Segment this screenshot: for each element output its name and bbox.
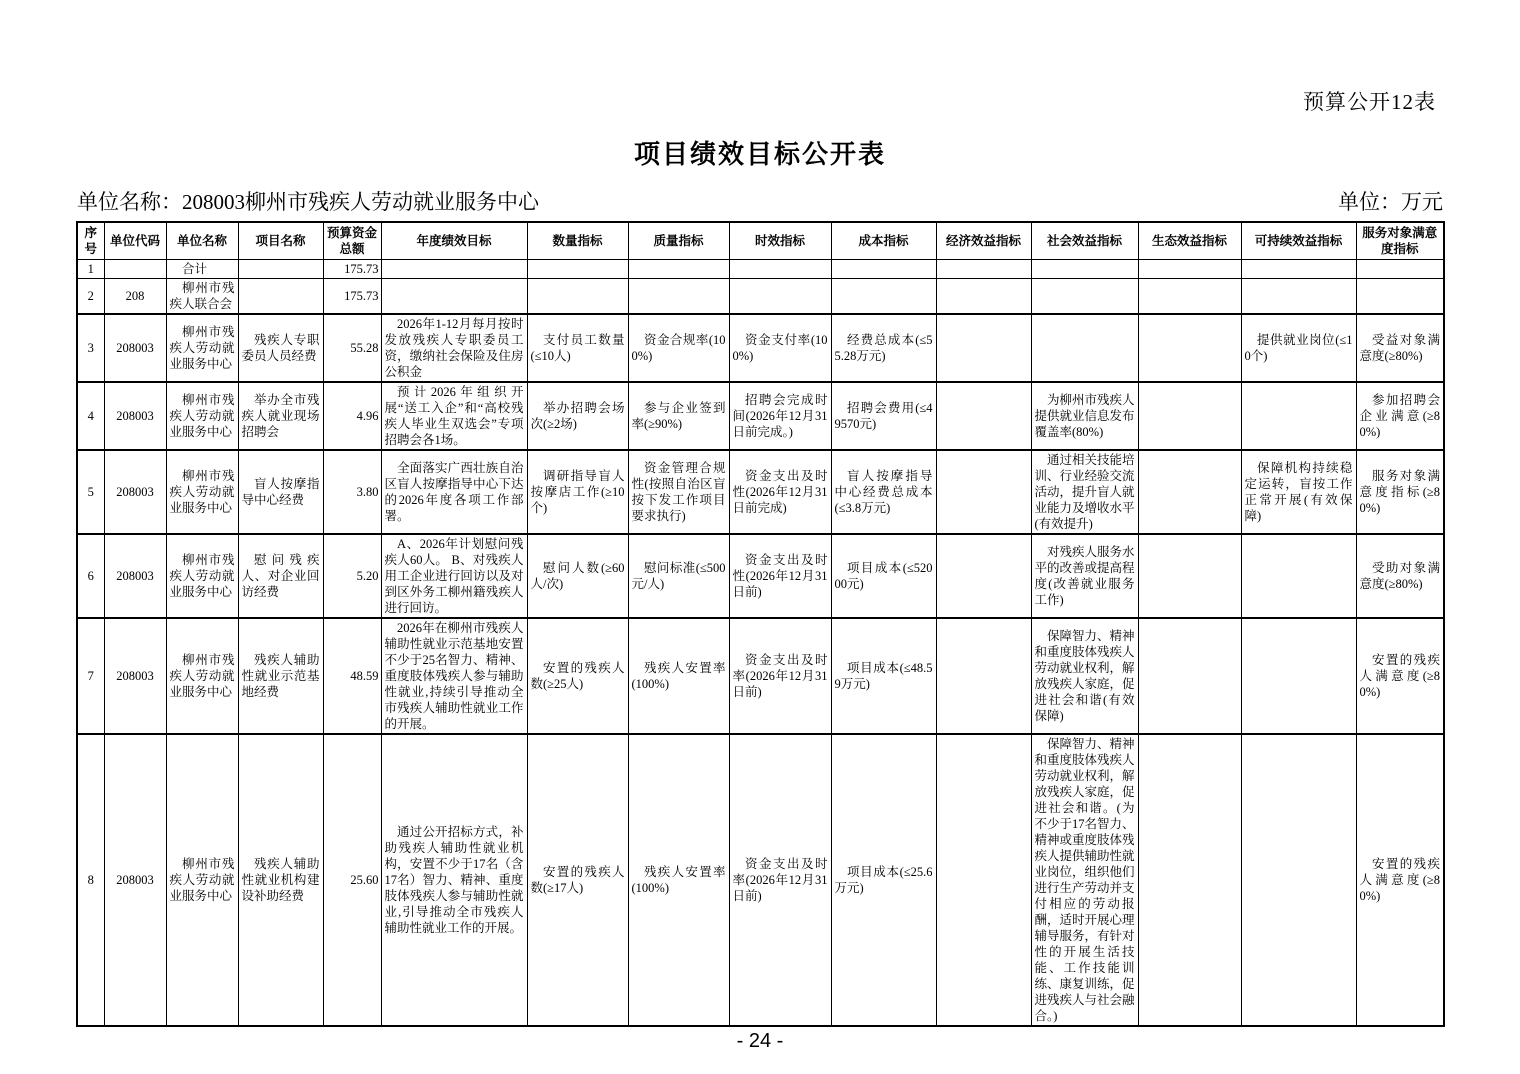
cell-r4-c9: 招聘会费用(≤49570元) bbox=[831, 382, 936, 450]
cell-r3-c2: 柳州市残疾人劳动就业服务中心 bbox=[166, 314, 238, 382]
column-header-13: 可持续效益指标 bbox=[1241, 222, 1356, 260]
cell-r6-c13 bbox=[1241, 534, 1356, 618]
cell-r8-c10 bbox=[936, 734, 1031, 1026]
cell-r6-c1: 208003 bbox=[104, 534, 166, 618]
cell-r2-c6 bbox=[527, 279, 628, 315]
cell-r7-c3: 残疾人辅助性就业示范基地经费 bbox=[238, 618, 323, 734]
cell-r8-c7: 残疾人安置率(100%) bbox=[628, 734, 729, 1026]
column-header-3: 项目名称 bbox=[238, 222, 323, 260]
performance-target-table bbox=[76, 221, 1445, 1027]
cell-r1-c7 bbox=[628, 260, 729, 279]
table-row-4 bbox=[77, 382, 1444, 450]
column-header-7: 质量指标 bbox=[628, 222, 729, 260]
cell-r3-c4: 55.28 bbox=[323, 314, 381, 382]
cell-r6-c4: 5.20 bbox=[323, 534, 381, 618]
table-row-8 bbox=[77, 734, 1444, 1026]
cell-r7-c6: 安置的残疾人数(≥25人) bbox=[527, 618, 628, 734]
cell-r2-c13 bbox=[1241, 279, 1356, 315]
cell-r2-c1: 208 bbox=[104, 279, 166, 315]
cell-r3-c9: 经费总成本(≤55.28万元) bbox=[831, 314, 936, 382]
column-header-14: 服务对象满意度指标 bbox=[1356, 222, 1444, 260]
cell-r8-c4: 25.60 bbox=[323, 734, 381, 1026]
cell-r3-c0: 3 bbox=[77, 314, 104, 382]
cell-r8-c3: 残疾人辅助性就业机构建设补助经费 bbox=[238, 734, 323, 1026]
cell-r4-c5: 预计2026年组织开展“送工入企”和“高校残疾人毕业生双选会”专项招聘会各1场。 bbox=[381, 382, 527, 450]
cell-r4-c11: 为柳州市残疾人提供就业信息发布覆盖率(80%) bbox=[1031, 382, 1138, 450]
cell-r2-c11 bbox=[1031, 279, 1138, 315]
cell-r2-c5 bbox=[381, 279, 527, 315]
form-number-label: 预算公开12表 bbox=[1303, 90, 1436, 114]
unit-currency-label: 单位：万元 bbox=[1338, 190, 1443, 214]
cell-r7-c0: 7 bbox=[77, 618, 104, 734]
cell-r8-c2: 柳州市残疾人劳动就业服务中心 bbox=[166, 734, 238, 1026]
cell-r2-c0: 2 bbox=[77, 279, 104, 315]
cell-r1-c3 bbox=[238, 260, 323, 279]
cell-r6-c6: 慰问人数(≥60人/次) bbox=[527, 534, 628, 618]
cell-r6-c0: 6 bbox=[77, 534, 104, 618]
cell-r3-c11 bbox=[1031, 314, 1138, 382]
cell-r5-c3: 盲人按摩指导中心经费 bbox=[238, 450, 323, 534]
cell-r4-c7: 参与企业签到率(≥90%) bbox=[628, 382, 729, 450]
cell-r3-c13: 提供就业岗位(≤10个) bbox=[1241, 314, 1356, 382]
cell-r4-c4: 4.96 bbox=[323, 382, 381, 450]
cell-r1-c0: 1 bbox=[77, 260, 104, 279]
cell-r3-c3: 残疾人专职委员人员经费 bbox=[238, 314, 323, 382]
cell-r7-c14: 安置的残疾人满意度(≥80%) bbox=[1356, 618, 1444, 734]
cell-r4-c6: 举办招聘会场次(≥2场) bbox=[527, 382, 628, 450]
cell-r8-c5: 通过公开招标方式，补助残疾人辅助性就业机构，安置不少于17名（含17名）智力、精神、重度肢体残疾人参与辅助性就业,引导推动全市残疾人辅助性就业工作的开展。 bbox=[381, 734, 527, 1026]
cell-r1-c13 bbox=[1241, 260, 1356, 279]
cell-r8-c12 bbox=[1138, 734, 1241, 1026]
cell-r5-c7: 资金管理合规性(按照自治区盲按下发工作项目要求执行) bbox=[628, 450, 729, 534]
cell-r5-c10 bbox=[936, 450, 1031, 534]
cell-r8-c11: 保障智力、精神和重度肢体残疾人劳动就业权利，解放残疾人家庭，促进社会和谐。(为不少于17名智力、精神或重度肢体残疾人提供辅助性就业岗位，组织他们进行生产劳动并支付相应的劳动报酬，适时开展心理辅导服务，有针对性的开展生活技能、工作技能训练、康复训练，促进残疾人与社会融合。) bbox=[1031, 734, 1138, 1026]
cell-r2-c9 bbox=[831, 279, 936, 315]
cell-r5-c14: 服务对象满意度指标(≥80%) bbox=[1356, 450, 1444, 534]
cell-r2-c3 bbox=[238, 279, 323, 315]
cell-r4-c1: 208003 bbox=[104, 382, 166, 450]
column-header-1: 单位代码 bbox=[104, 222, 166, 260]
cell-r8-c6: 安置的残疾人数(≥17人) bbox=[527, 734, 628, 1026]
cell-r4-c0: 4 bbox=[77, 382, 104, 450]
cell-r6-c14: 受助对象满意度(≥80%) bbox=[1356, 534, 1444, 618]
cell-r6-c7: 慰问标准(≤500元/人) bbox=[628, 534, 729, 618]
cell-r7-c13 bbox=[1241, 618, 1356, 734]
column-header-5: 年度绩效目标 bbox=[381, 222, 527, 260]
cell-r3-c8: 资金支付率(100%) bbox=[729, 314, 831, 382]
cell-r8-c1: 208003 bbox=[104, 734, 166, 1026]
cell-r4-c14: 参加招聘会企业满意(≥80%) bbox=[1356, 382, 1444, 450]
cell-r1-c2: 合计 bbox=[166, 260, 238, 279]
cell-r1-c14 bbox=[1356, 260, 1444, 279]
cell-r8-c8: 资金支出及时率(2026年12月31日前) bbox=[729, 734, 831, 1026]
column-header-8: 时效指标 bbox=[729, 222, 831, 260]
column-header-6: 数量指标 bbox=[527, 222, 628, 260]
cell-r7-c7: 残疾人安置率(100%) bbox=[628, 618, 729, 734]
cell-r3-c6: 支付员工数量(≤10人) bbox=[527, 314, 628, 382]
cell-r2-c12 bbox=[1138, 279, 1241, 315]
column-header-2: 单位名称 bbox=[166, 222, 238, 260]
cell-r5-c13: 保障机构持续稳定运转，盲按工作正常开展(有效保障) bbox=[1241, 450, 1356, 534]
cell-r1-c5 bbox=[381, 260, 527, 279]
cell-r5-c9: 盲人按摩指导中心经费总成本(≤3.8万元) bbox=[831, 450, 936, 534]
cell-r7-c5: 2026年在柳州市残疾人辅助性就业示范基地安置不少于25名智力、精神、重度肢体残疾人参与辅助性就业,持续引导推动全市残疾人辅助性就业工作的开展。 bbox=[381, 618, 527, 734]
cell-r8-c13 bbox=[1241, 734, 1356, 1026]
column-header-4: 预算资金总额 bbox=[323, 222, 381, 260]
meta-row bbox=[77, 186, 1443, 216]
cell-r1-c12 bbox=[1138, 260, 1241, 279]
cell-r5-c6: 调研指导盲人按摩店工作(≥10个) bbox=[527, 450, 628, 534]
cell-r1-c6 bbox=[527, 260, 628, 279]
cell-r4-c3: 举办全市残疾人就业现场招聘会 bbox=[238, 382, 323, 450]
cell-r1-c4: 175.73 bbox=[323, 260, 381, 279]
cell-r7-c9: 项目成本(≤48.59万元) bbox=[831, 618, 936, 734]
cell-r5-c0: 5 bbox=[77, 450, 104, 534]
cell-r5-c12 bbox=[1138, 450, 1241, 534]
cell-r3-c1: 208003 bbox=[104, 314, 166, 382]
cell-r5-c2: 柳州市残疾人劳动就业服务中心 bbox=[166, 450, 238, 534]
column-header-11: 社会效益指标 bbox=[1031, 222, 1138, 260]
cell-r2-c4: 175.73 bbox=[323, 279, 381, 315]
cell-r4-c13 bbox=[1241, 382, 1356, 450]
cell-r7-c8: 资金支出及时率(2026年12月31日前) bbox=[729, 618, 831, 734]
cell-r4-c2: 柳州市残疾人劳动就业服务中心 bbox=[166, 382, 238, 450]
column-header-10: 经济效益指标 bbox=[936, 222, 1031, 260]
page-number: - 24 - bbox=[736, 1030, 784, 1052]
cell-r6-c10 bbox=[936, 534, 1031, 618]
cell-r5-c5: 全面落实广西壮族自治区盲人按摩指导中心下达的2026年度各项工作部署。 bbox=[381, 450, 527, 534]
column-header-12: 生态效益指标 bbox=[1138, 222, 1241, 260]
cell-r1-c11 bbox=[1031, 260, 1138, 279]
cell-r2-c14 bbox=[1356, 279, 1444, 315]
cell-r2-c2: 柳州市残疾人联合会 bbox=[166, 279, 238, 315]
cell-r6-c3: 慰问残疾人、对企业回访经费 bbox=[238, 534, 323, 618]
cell-r1-c1 bbox=[104, 260, 166, 279]
cell-r6-c11: 对残疾人服务水平的改善或提高程度(改善就业服务工作) bbox=[1031, 534, 1138, 618]
cell-r7-c11: 保障智力、精神和重度肢体残疾人劳动就业权利，解放残疾人家庭，促进社会和谐(有效保障) bbox=[1031, 618, 1138, 734]
cell-r2-c8 bbox=[729, 279, 831, 315]
column-header-0: 序号 bbox=[77, 222, 104, 260]
cell-r7-c10 bbox=[936, 618, 1031, 734]
cell-r7-c2: 柳州市残疾人劳动就业服务中心 bbox=[166, 618, 238, 734]
cell-r3-c5: 2026年1-12月每月按时发放残疾人专职委员工资，缴纳社会保险及住房公积金 bbox=[381, 314, 527, 382]
cell-r5-c1: 208003 bbox=[104, 450, 166, 534]
cell-r3-c12 bbox=[1138, 314, 1241, 382]
table-row-2 bbox=[77, 279, 1444, 315]
cell-r7-c4: 48.59 bbox=[323, 618, 381, 734]
cell-r6-c2: 柳州市残疾人劳动就业服务中心 bbox=[166, 534, 238, 618]
table-row-1 bbox=[77, 260, 1444, 279]
page-title: 项目绩效目标公开表 bbox=[633, 140, 886, 169]
table-row-7 bbox=[77, 618, 1444, 734]
cell-r4-c10 bbox=[936, 382, 1031, 450]
cell-r3-c10 bbox=[936, 314, 1031, 382]
cell-r6-c5: A、2026年计划慰问残疾人60人。 B、对残疾人用工企业进行回访以及对到区外务工柳州籍残疾人进行回访。 bbox=[381, 534, 527, 618]
cell-r4-c12 bbox=[1138, 382, 1241, 450]
cell-r3-c7: 资金合规率(100%) bbox=[628, 314, 729, 382]
table-row-3 bbox=[77, 314, 1444, 382]
table-header-row bbox=[77, 222, 1444, 260]
unit-name-label: 单位名称：208003柳州市残疾人劳动就业服务中心 bbox=[77, 190, 539, 214]
cell-r5-c8: 资金支出及时性(2026年12月31日前完成) bbox=[729, 450, 831, 534]
cell-r8-c14: 安置的残疾人满意度(≥80%) bbox=[1356, 734, 1444, 1026]
cell-r3-c14: 受益对象满意度(≥80%) bbox=[1356, 314, 1444, 382]
cell-r7-c12 bbox=[1138, 618, 1241, 734]
cell-r5-c4: 3.80 bbox=[323, 450, 381, 534]
cell-r4-c8: 招聘会完成时间(2026年12月31日前完成。) bbox=[729, 382, 831, 450]
cell-r7-c1: 208003 bbox=[104, 618, 166, 734]
cell-r5-c11: 通过相关技能培训、行业经验交流活动，提升盲人就业能力及增收水平(有效提升) bbox=[1031, 450, 1138, 534]
cell-r6-c9: 项目成本(≤52000元) bbox=[831, 534, 936, 618]
cell-r2-c10 bbox=[936, 279, 1031, 315]
cell-r6-c8: 资金支出及时性(2026年12月31日前) bbox=[729, 534, 831, 618]
table-row-5 bbox=[77, 450, 1444, 534]
column-header-9: 成本指标 bbox=[831, 222, 936, 260]
cell-r2-c7 bbox=[628, 279, 729, 315]
cell-r1-c8 bbox=[729, 260, 831, 279]
cell-r1-c10 bbox=[936, 260, 1031, 279]
cell-r8-c0: 8 bbox=[77, 734, 104, 1026]
cell-r8-c9: 项目成本(≤25.6万元) bbox=[831, 734, 936, 1026]
table-row-6 bbox=[77, 534, 1444, 618]
cell-r6-c12 bbox=[1138, 534, 1241, 618]
cell-r1-c9 bbox=[831, 260, 936, 279]
